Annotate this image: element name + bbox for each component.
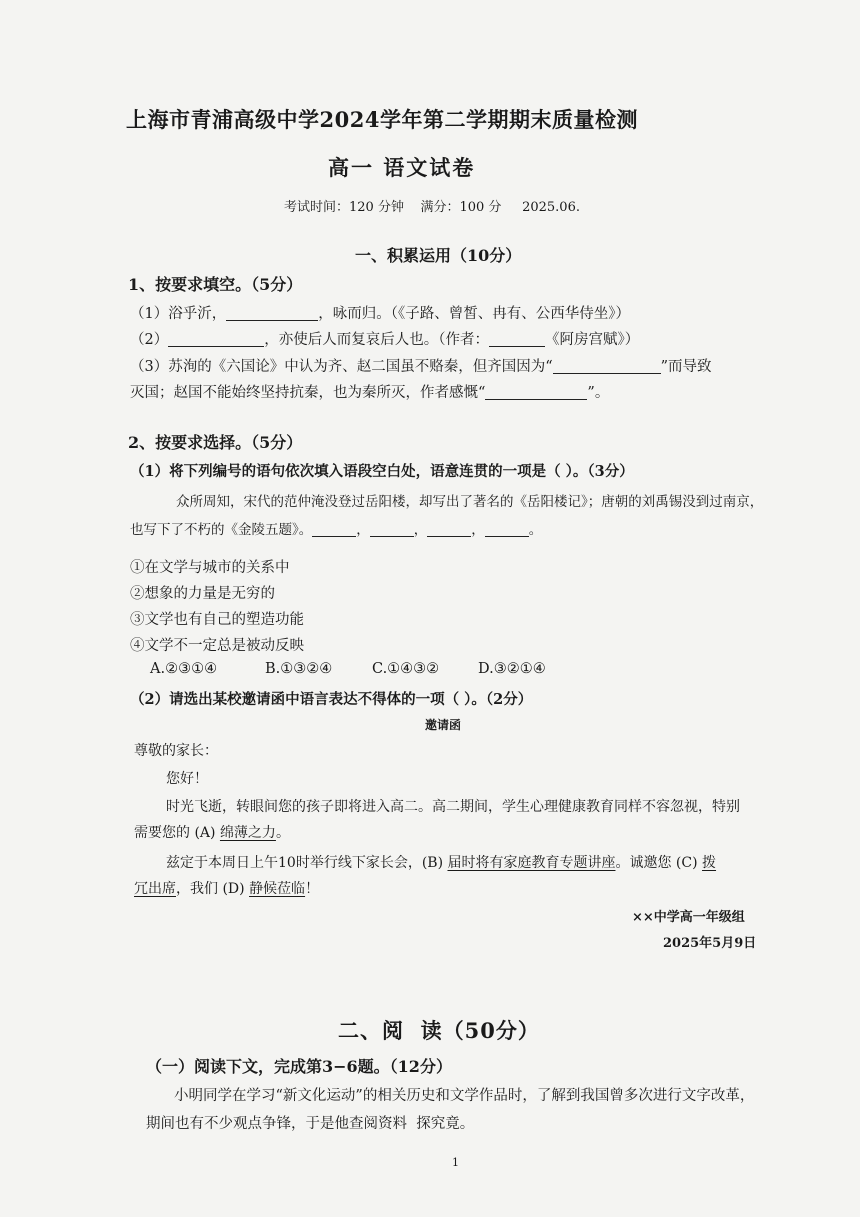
q1-item3-line2: 灭国；赵国不能始终坚持抗秦，也为秦所灭，作者感慨“ ”。 [130,385,610,401]
passage-blank[interactable] [370,522,414,537]
option-4: ④文学不一定总是被动反映 [130,638,304,654]
passage-line1: 众所周知，宋代的范仲淹没登过岳阳楼，却写出了著名的《岳阳楼记》；唐朝的刘禹锡没到过南京， [176,494,764,510]
passage-blank[interactable] [312,522,356,537]
option-a-text: 绵薄之力 [219,825,276,841]
letter-para1-line2: 需要您的 (A) 绵薄之力。 [134,825,290,841]
option-3: ③文学也有自己的塑造功能 [130,612,304,628]
option-c-text-part1: 拨 [702,855,717,871]
q2-sub2: （2）请选出某校邀请函中语言表达不得体的一项（ ）。（2分） [130,691,533,708]
answer-blank[interactable] [553,359,661,374]
author-blank[interactable] [489,332,545,347]
answer-blank[interactable] [168,332,264,347]
section2-intro-line2: 期间也有不少观点争锋，于是他查阅资料 探究竟。 [146,1116,475,1132]
option-1: ①在文学与城市的关系中 [130,560,290,576]
page-number: 1 [452,1156,459,1169]
letter-greeting: 您好！ [166,771,208,787]
answer-blank[interactable] [485,385,587,400]
answer-blank[interactable] [226,306,318,321]
letter-date: 2025年5月9日 [663,936,757,951]
choice-c[interactable]: C.①④③② [372,661,440,677]
letter-para1-line1: 时光飞逝，转眼间您的孩子即将进入高二。高二期间，学生心理健康教育同样不容忽视，特别 [166,799,740,815]
option-b-text: 届时将有家庭教育专题讲座 [447,855,616,871]
exam-info: 考试时间：120 分钟 满分：100 分 2025.06. [284,200,580,215]
choice-b[interactable]: B.①③②④ [265,661,333,677]
option-2: ②想象的力量是无穷的 [130,586,275,602]
passage-line2: 也写下了不朽的《金陵五题》。 ， ， ， 。 [130,522,543,538]
letter-salutation: 尊敬的家长： [134,743,218,759]
q1-heading: 1、按要求填空。（5分） [128,275,303,294]
q1-item1: （1）浴乎沂， ，咏而归。（《子路、曾皙、冉有、公西华侍坐》） [130,306,630,322]
option-d-text: 静候莅临 [249,881,306,897]
letter-para2-line1: 兹定于本周日上午10时举行线下家长会，(B) 届时将有家庭教育专题讲座。诚邀您 (C) 拨 [166,855,717,871]
letter-para2-line2: 冗出席，我们 (D) 静候莅临！ [134,881,320,897]
section2-part1-heading: （一）阅读下文，完成第3−6题。（12分） [146,1057,452,1076]
exam-subtitle: 高一 语文试卷 [328,155,476,180]
section2-heading: 二、阅 读（50分） [338,1018,540,1043]
choice-a[interactable]: A.②③①④ [150,661,218,677]
q1-item2: （2） ，亦使后人而复哀后人也。（作者： 《阿房宫赋》） [130,332,640,348]
q2-heading: 2、按要求选择。（5分） [128,433,303,452]
passage-blank[interactable] [427,522,471,537]
choice-d[interactable]: D.③②①④ [478,661,546,677]
section2-intro-line1: 小明同学在学习“新文化运动”的相关历史和文学作品时，了解到我国曾多次进行文字改革， [174,1088,755,1104]
exam-title: 上海市青浦高级中学2024学年第二学期期末质量检测 [126,107,638,132]
q2-sub1: （1）将下列编号的语句依次填入语段空白处，语意连贯的一项是（ ）。（3分） [130,463,634,480]
option-c-text-part2: 冗出席 [134,881,176,897]
letter-title: 邀请函 [425,718,462,732]
section1-heading: 一、积累运用（10分） [355,246,522,265]
q1-item3-line1: （3）苏洵的《六国论》中认为齐、赵二国虽不赂秦，但齐国因为“ ”而导致 [130,359,712,375]
letter-signer: ××中学高一年级组 [632,910,745,925]
passage-blank[interactable] [485,522,529,537]
